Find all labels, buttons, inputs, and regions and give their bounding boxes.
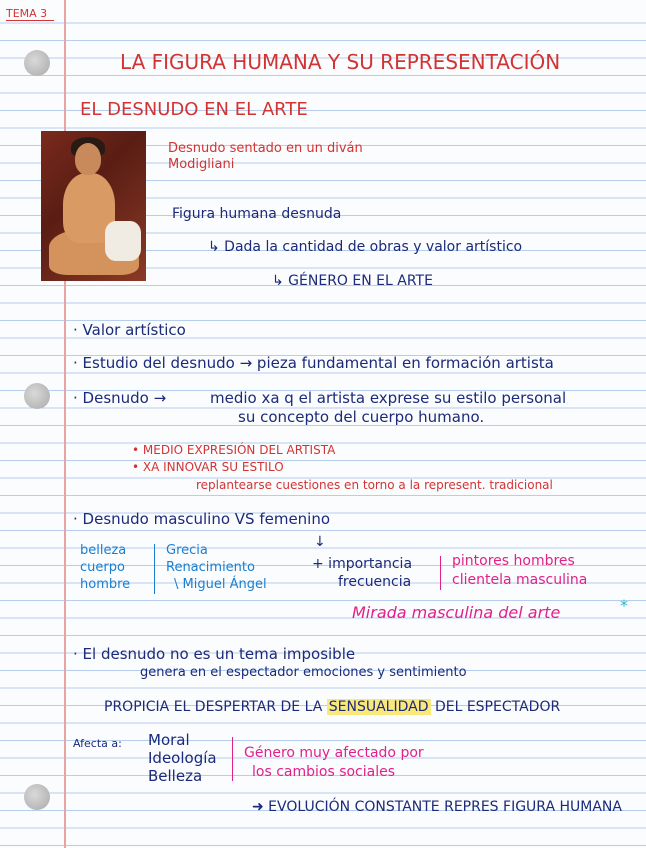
masc-heading: · Desnudo masculino VS femenino bbox=[73, 510, 331, 528]
masc-col2-item: Grecia bbox=[166, 543, 208, 558]
masc-col1-item: belleza bbox=[80, 543, 127, 558]
propicia-text: PROPICIA EL DESPERTAR DE LA bbox=[104, 699, 323, 715]
afecta-label: Afecta a: bbox=[73, 737, 122, 750]
masc-frecuencia: frecuencia bbox=[338, 574, 412, 590]
sensualidad-highlight: SENSUALIDAD bbox=[328, 699, 429, 715]
afecta-pink-divider bbox=[232, 737, 233, 781]
bullet-estudio: · Estudio del desnudo → pieza fundamental en formación artista bbox=[73, 354, 554, 372]
painting-cloth bbox=[105, 221, 141, 261]
afecta-item: Moral bbox=[148, 731, 190, 749]
bullet-desnudo-concepto: su concepto del cuerpo humano. bbox=[238, 408, 485, 426]
section-title: EL DESNUDO EN EL ARTE bbox=[80, 99, 308, 120]
down-arrow-icon: ↓ bbox=[314, 534, 326, 550]
evolucion-line: ➜ EVOLUCIÓN CONSTANTE REPRES FIGURA HUMANA bbox=[252, 799, 622, 815]
painting-image bbox=[41, 131, 146, 281]
page-title: LA FIGURA HUMANA Y SU REPRESENTACIÓN bbox=[120, 50, 561, 74]
imposible-line: · El desnudo no es un tema imposible bbox=[73, 645, 356, 663]
topic-underline bbox=[6, 20, 54, 21]
afecta-genero: Género muy afectado por bbox=[244, 745, 424, 761]
bullet-desnudo: · Desnudo → bbox=[73, 389, 167, 407]
afecta-item: Ideología bbox=[148, 749, 217, 767]
masc-pintores: pintores hombres bbox=[452, 553, 575, 569]
painting-caption: Desnudo sentado en un diván bbox=[168, 141, 363, 156]
masc-col2-item: Renacimiento bbox=[166, 560, 255, 575]
propicia-end: DEL ESPECTADOR bbox=[434, 699, 561, 715]
binder-hole bbox=[24, 784, 50, 810]
masc-importancia: + importancia bbox=[312, 556, 413, 572]
masc-clientela: clientela masculina bbox=[452, 572, 588, 588]
bullet-desnudo-medio: medio xa q el artista exprese su estilo personal bbox=[210, 389, 567, 407]
topic-label: TEMA 3 bbox=[6, 7, 48, 20]
masc-divider bbox=[154, 544, 155, 594]
masc-col1-item: hombre bbox=[80, 577, 131, 592]
figura-genre: ↳ GÉNERO EN EL ARTE bbox=[272, 273, 433, 289]
painting-figure-head bbox=[75, 143, 101, 175]
figura-line: Figura humana desnuda bbox=[172, 206, 342, 222]
painting-artist: Modigliani bbox=[168, 157, 235, 172]
figura-subline: ↳ Dada la cantidad de obras y valor artístico bbox=[208, 239, 523, 255]
mirada-masculina: Mirada masculina del arte bbox=[352, 603, 561, 622]
binder-hole bbox=[24, 383, 50, 409]
binder-hole bbox=[24, 50, 50, 76]
masc-col1-item: cuerpo bbox=[80, 560, 125, 575]
afecta-cambios: los cambios sociales bbox=[252, 764, 396, 780]
propicia-line bbox=[104, 700, 560, 714]
sub-bullet-replantearse: replantearse cuestiones en torno a la represent. tradicional bbox=[196, 478, 553, 492]
bullet-valor: · Valor artístico bbox=[73, 321, 186, 339]
afecta-item: Belleza bbox=[148, 767, 203, 785]
masc-col2-item: \ Miguel Ángel bbox=[174, 577, 267, 592]
sub-bullet-innovar: • XA INNOVAR SU ESTILO bbox=[132, 460, 284, 474]
asterisk-icon: * bbox=[620, 596, 628, 615]
masc-pink-divider bbox=[440, 556, 441, 590]
imposible-genera: genera en el espectador emociones y sentimiento bbox=[140, 665, 467, 680]
margin-line bbox=[64, 0, 66, 848]
sub-bullet-medio: • MEDIO EXPRESIÓN DEL ARTISTA bbox=[132, 443, 336, 457]
